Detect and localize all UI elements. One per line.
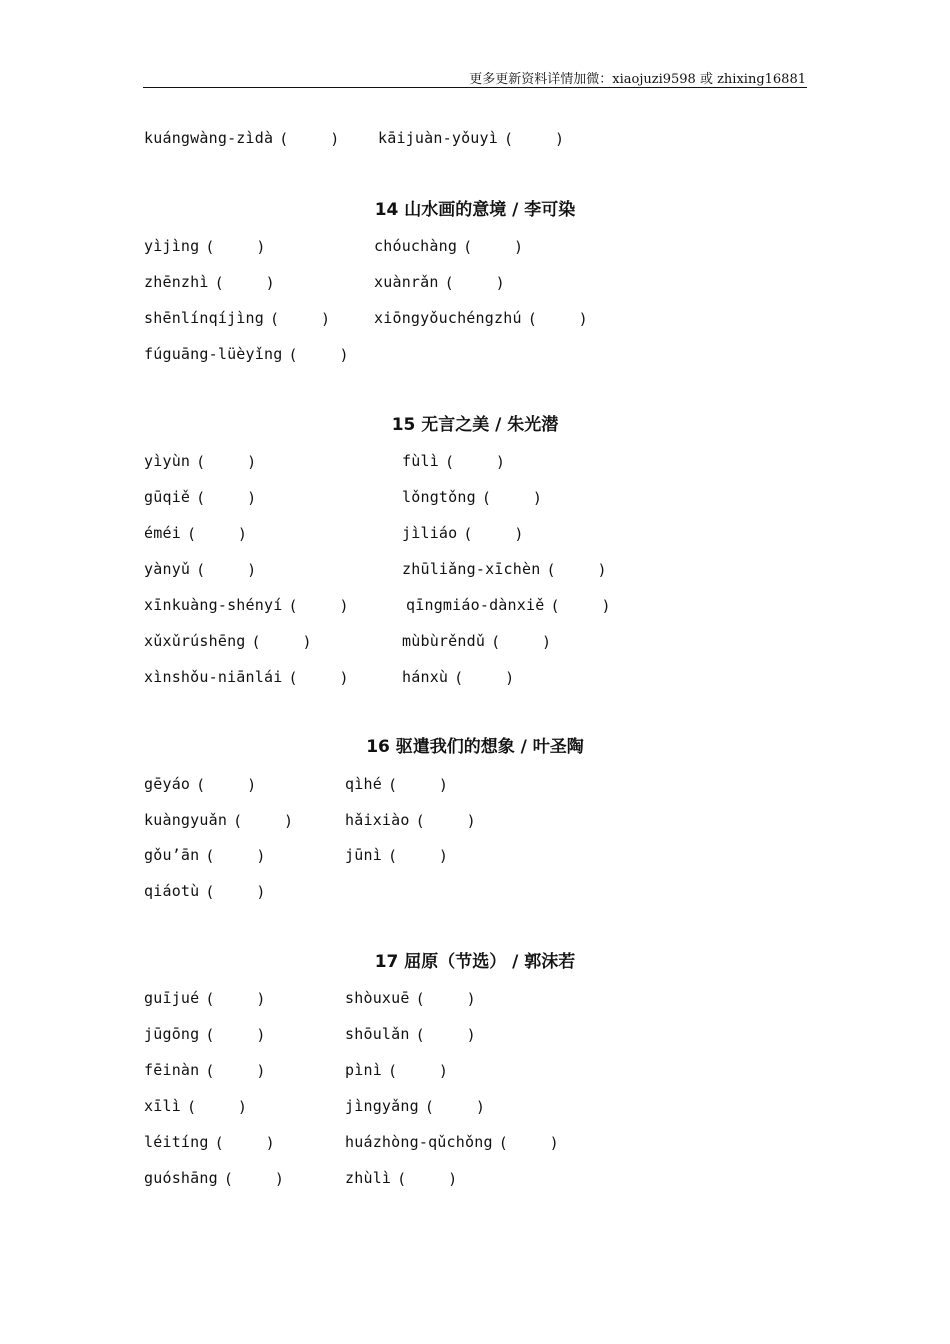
pinyin-item [144,1022,265,1046]
pinyin-item [406,593,610,617]
pinyin-item [374,270,505,294]
header-note: 更多更新资料详情加微：xiaojuzi9598 或 zhixing16881 [469,72,806,87]
pinyin-item [345,808,476,832]
pinyin-word: hánxù [402,668,449,686]
answer-blank[interactable] [270,309,330,329]
pinyin-word: chóuchàng [374,237,458,255]
pinyin-word: léitíng [144,1133,209,1151]
pinyin-word: yànyǔ [144,560,191,578]
pinyin-item [345,843,448,867]
answer-blank[interactable] [550,596,610,616]
answer-blank[interactable] [205,1061,265,1081]
pinyin-item [144,1058,265,1082]
answer-blank[interactable] [416,1025,476,1045]
pinyin-item [144,1094,247,1118]
pinyin-item [345,1094,485,1118]
answer-blank[interactable] [288,596,348,616]
pinyin-item [144,986,265,1010]
pinyin-word: shòuxuē [345,989,410,1007]
pinyin-item [345,986,476,1010]
section-title-17: 17 屈原（节选） / 郭沫若 [374,952,576,972]
pinyin-word: xiōngyǒuchéngzhú [374,309,522,327]
pinyin-word: kāijuàn-yǒuyì [378,129,498,147]
pinyin-word: shēnlínqíjìng [144,309,264,327]
pinyin-item [345,1022,476,1046]
pinyin-item [144,629,312,653]
header-divider [143,87,807,88]
pinyin-item [144,306,330,330]
answer-blank[interactable] [445,452,505,472]
answer-blank[interactable] [205,989,265,1009]
answer-blank[interactable] [205,1025,265,1045]
answer-blank[interactable] [187,524,247,544]
pinyin-word: shōulǎn [345,1025,410,1043]
answer-blank[interactable] [215,1133,275,1153]
pinyin-item [345,1058,448,1082]
pinyin-word: kuángwàng-zìdà [144,129,274,147]
pinyin-word: zhūliǎng-xīchèn [402,560,541,578]
answer-blank[interactable] [463,524,523,544]
pinyin-word: hǎixiào [345,811,410,829]
answer-blank[interactable] [196,488,256,508]
pinyin-word: zhùlì [345,1169,392,1187]
pinyin-item [144,808,293,832]
answer-blank[interactable] [416,811,476,831]
answer-blank[interactable] [279,129,339,149]
pinyin-word: qiáotù [144,882,200,900]
pinyin-item [374,306,588,330]
pinyin-word: gēyáo [144,775,191,793]
answer-blank[interactable] [196,775,256,795]
pinyin-word: fúguāng-lüèyǐng [144,345,283,363]
answer-blank[interactable] [416,989,476,1009]
pinyin-item [402,665,514,689]
answer-blank[interactable] [445,273,505,293]
answer-blank[interactable] [187,1097,247,1117]
answer-blank[interactable] [504,129,564,149]
section-title-15: 15 无言之美 / 朱光潜 [391,415,559,435]
answer-blank[interactable] [454,668,514,688]
pinyin-word: qìhé [345,775,382,793]
answer-blank[interactable] [425,1097,485,1117]
answer-blank[interactable] [499,1133,559,1153]
pinyin-item [144,1130,275,1154]
pinyin-item [402,485,542,509]
answer-blank[interactable] [528,309,588,329]
pinyin-word: kuàngyuǎn [144,811,228,829]
answer-blank[interactable] [388,846,448,866]
pinyin-word: jūnì [345,846,382,864]
pinyin-item [144,843,265,867]
answer-blank[interactable] [397,1169,457,1189]
answer-blank[interactable] [205,237,265,257]
pinyin-word: éméi [144,524,181,542]
answer-blank[interactable] [388,775,448,795]
pinyin-item [144,557,256,581]
pinyin-item [402,629,551,653]
answer-blank[interactable] [205,882,265,902]
pinyin-word: xìnshǒu-niānlái [144,668,283,686]
pinyin-word: xīlì [144,1097,181,1115]
answer-blank[interactable] [482,488,542,508]
pinyin-word: qīngmiáo-dànxiě [406,596,545,614]
pinyin-word: lǒngtǒng [402,488,476,506]
pinyin-item [144,521,247,545]
answer-blank[interactable] [196,452,256,472]
pinyin-item [144,126,339,150]
pinyin-word: huázhòng-qǔchǒng [345,1133,493,1151]
pinyin-word: gūqiě [144,488,191,506]
pinyin-item [144,342,348,366]
pinyin-item [144,270,275,294]
answer-blank[interactable] [196,560,256,580]
pinyin-item [144,665,348,689]
pinyin-item [144,772,256,796]
pinyin-item [144,1166,284,1190]
pinyin-word: mùbùrěndǔ [402,632,486,650]
pinyin-word: xuànrǎn [374,273,439,291]
answer-blank[interactable] [546,560,606,580]
pinyin-item [345,1130,559,1154]
answer-blank[interactable] [288,668,348,688]
pinyin-word: jìngyǎng [345,1097,419,1115]
answer-blank[interactable] [288,345,348,365]
pinyin-word: guījué [144,989,200,1007]
pinyin-word: jūgōng [144,1025,200,1043]
pinyin-word: xǔxǔrúshēng [144,632,246,650]
pinyin-item [402,557,606,581]
pinyin-item [345,772,448,796]
answer-blank[interactable] [463,237,523,257]
answer-blank[interactable] [491,632,551,652]
pinyin-item [144,449,256,473]
pinyin-word: yìyùn [144,452,191,470]
section-title-16: 16 驱遣我们的想象 / 叶圣陶 [366,737,584,757]
pinyin-word: gǒu’ān [144,846,200,864]
answer-blank[interactable] [205,846,265,866]
answer-blank[interactable] [215,273,275,293]
pinyin-item [144,234,265,258]
answer-blank[interactable] [224,1169,284,1189]
pinyin-item [144,593,348,617]
pinyin-word: jìliáo [402,524,458,542]
pinyin-word: yìjìng [144,237,200,255]
section-title-14: 14 山水画的意境 / 李可染 [374,200,576,220]
pinyin-word: xīnkuàng-shényí [144,596,283,614]
pinyin-word: fùlì [402,452,439,470]
answer-blank[interactable] [252,632,312,652]
answer-blank[interactable] [233,811,293,831]
pinyin-item [144,485,256,509]
pinyin-item [402,449,505,473]
pinyin-item [402,521,523,545]
pinyin-word: zhēnzhì [144,273,209,291]
pinyin-word: guóshāng [144,1169,218,1187]
pinyin-item [345,1166,457,1190]
pinyin-item [374,234,523,258]
answer-blank[interactable] [388,1061,448,1081]
pinyin-word: fēinàn [144,1061,200,1079]
pinyin-item [378,126,564,150]
pinyin-item [144,879,265,903]
pinyin-word: pìnì [345,1061,382,1079]
